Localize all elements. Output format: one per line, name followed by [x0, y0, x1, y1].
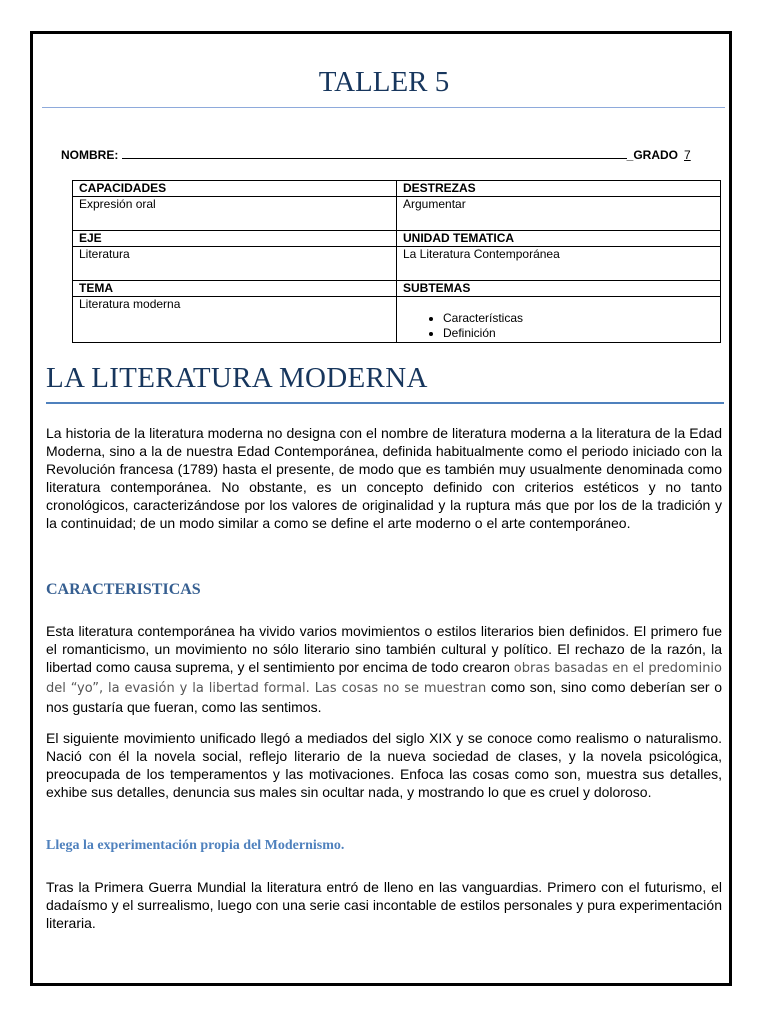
table-header-cell: DESTREZAS: [397, 181, 721, 197]
subsection-heading: Llega la experimentación propia del Modernismo.: [46, 838, 345, 853]
table-header-cell: TEMA: [73, 281, 397, 297]
table-cell: Expresión oral: [73, 197, 397, 231]
paragraph: Tras la Primera Guerra Mundial la literatura entró de lleno en las vanguardias. Primero con el futurismo, el dadaísmo y el surrealismo, luego con una serie casi incontable de estilos personales y pura experimentación literaria.: [46, 879, 722, 931]
main-heading: LA LITERATURA MODERNA: [46, 362, 428, 394]
intro-paragraph: La historia de la literatura moderna no designa con el nombre de literatura moderna a la literatura de la Edad Moderna, sino a la de nuestra Edad Contemporánea, definida habitualmente como el periodo iniciado con la Revolución francesa (1789) hasta el presente, de modo que es también muy usualmente denominada como literatura contemporánea. No obstante, es un concepto definido con criterios estéticos y no tanto cronológicos, caracterizándose por los valores de originalidad y la ruptura más que por los de la tradición y la continuidad; de un modo similar a como se define el arte moderno o el arte contemporáneo.: [46, 425, 722, 531]
name-grade-line: [61, 146, 691, 162]
table-row: [73, 281, 721, 297]
table-cell: [397, 297, 721, 343]
table-header-cell: CAPACIDADES: [73, 181, 397, 197]
table-cell: Argumentar: [397, 197, 721, 231]
subtemas-list: [403, 311, 714, 341]
table-row: [73, 231, 721, 247]
table-cell: Literatura: [73, 247, 397, 281]
title-divider: [42, 107, 725, 108]
list-item: • Características: [443, 311, 714, 326]
table-header-cell: SUBTEMAS: [397, 281, 721, 297]
table-row: [73, 181, 721, 197]
nombre-blank: [122, 146, 627, 159]
paragraph-text: obras basadas en el predominio del “yo”, la evasión y la libertad formal. Las cosas no se muestran: [46, 661, 722, 696]
grado-value: 7: [684, 148, 691, 162]
paragraph-text: Esta literatura contemporánea ha vivido varios movimientos o estilos literarios bien definidos. El primero fue el romanticismo, un movimiento no sólo literario sino también cultural y político. El rechazo de la razón, la libertad como causa suprema, y el sentimiento por encima de todo crearon: [46, 623, 722, 675]
document-title: TALLER 5: [318, 66, 450, 98]
paragraph: El siguiente movimiento unificado llegó a mediados del siglo XIX y se conoce como realismo o naturalismo. Nació con él la novela social, reflejo literario de la nueva sociedad de clases, y la novela psicológica, preocupada de los temperamentos y las motivaciones. Enfoca las cosas como son, muestra sus detalles, exhibe sus detalles, denuncia sus males sin ocultar nada, y mostrando lo que es cruel y doloroso.: [46, 730, 722, 800]
table-header-cell: UNIDAD TEMATICA: [397, 231, 721, 247]
table-header-cell: EJE: [73, 231, 397, 247]
grado-label: _GRADO: [626, 148, 679, 162]
heading-divider: [46, 402, 724, 404]
info-table: [72, 180, 721, 343]
paragraph-text: como son, sino como deberían ser o nos gustaría que fueran, como las sentimos.: [46, 679, 722, 715]
paragraph: [46, 622, 722, 716]
table-cell: Literatura moderna: [73, 297, 397, 343]
section-heading: CARACTERISTICAS: [46, 581, 201, 598]
table-row: [73, 197, 721, 231]
table-row: [73, 297, 721, 343]
table-row: [73, 247, 721, 281]
table-cell: La Literatura Contemporánea: [397, 247, 721, 281]
list-item: • Definición: [443, 326, 714, 341]
nombre-label: NOMBRE:: [61, 148, 119, 162]
